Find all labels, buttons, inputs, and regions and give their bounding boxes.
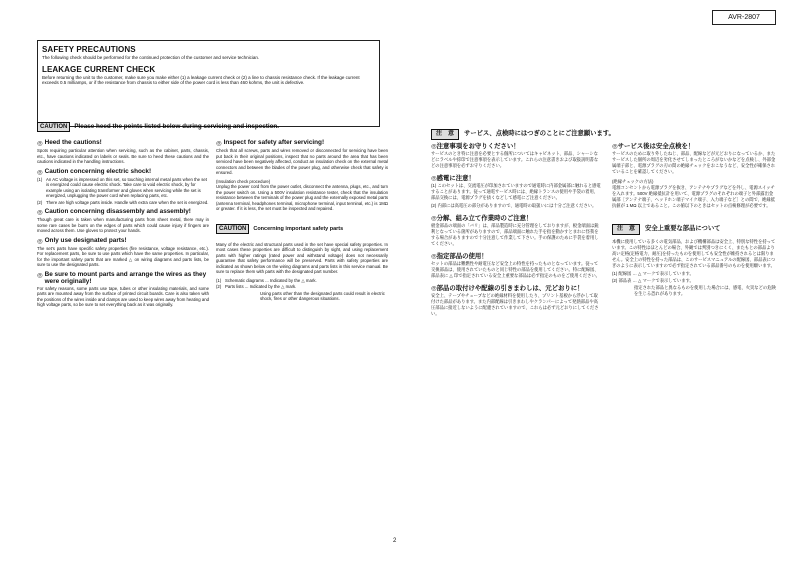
designated-text: The set's parts have specific safety properties (fire resistance, voltage resistance, etc.). For replacement parts, be sure to use parts which have the same properties. In particular, for the important safety parts that are marked △ on wiring diagrams and parts lists, be sure to use the designated parts. [37,245,209,267]
jp-e-text: 安全上、テープやチューブなどの絶縁材料を使用したり、プリント基板から浮かして取付けた部品があります。また内部配線は引きまわしやクランパーによって発熱部品や高圧部品に接近しないように配慮されていますので、これらは必ず元どおりにしてください。 [431,293,599,316]
designated-title: Only use designated parts! [44,236,127,244]
important-text: Many of the electric and structural parts used in the set have special safety properties. In most cases these properties are difficult to distinguish by sight, and using replacement parts with higher ratings (rated power and withstand voltage) does not necessarily guarantee that safety performance will be preserved. Parts with safety properties are indicated as shown below on the wiring diagrams and parts lists in this service manual. Be sure to replace them with parts with the designated part number. [216,241,388,274]
circle-bullet-icon: ◎ [37,140,43,147]
jp-f-title: ◎サービス後は安全点検を！ [612,143,695,150]
jp-caution-header: サービス、点検時にはつぎのことにご注意願います。 [464,130,615,137]
jp-important-header: 安全上重要な部品について [645,225,721,232]
circle-bullet-icon: ◎ [37,209,43,216]
circle-bullet-icon: ◎ [37,271,43,279]
circle-bullet-icon: ◎ [37,237,43,245]
jp-b-1: (1) このセットは、交流電圧が印加されていますので通電時に内部金属部に触れると感電することがあります。従って通電サービス時には、絶縁トランスの使用や手袋の着用、部品交換には、電源プラグを抜くなどして感電にご注意ください。 [431,183,601,200]
disasm-title: Caution concerning disassembly and assembly! [44,208,191,215]
caution-bar [37,122,279,132]
jp-d-text: セットの部品は難燃性や耐電圧など安全上の特性を持ったものとなっています。従って交換部品は、使用されていたものと同じ特性の部品を使用してください。特に配線図、部品表に △ 印で指定されている安全上重要な部品は必ず指定のものをご使用ください。 [431,261,600,278]
jp-a-title: ◎注意事項をお守りください！ [431,143,520,150]
shock-2: There are high voltage parts inside. Handle with extra care when the set is energized. [46,199,209,205]
item1: Schematic diagrams ... Indicated by the △ mark. [225,277,317,283]
shock-2-num: (2) [37,199,43,205]
item2-note: Using parts other than the designated parts could result in electric shock, fires or other dangerous situations. [260,290,385,301]
insulation-title: (Insulation check procedure) [216,178,271,184]
shock-1-num: (1) [37,176,43,182]
jp-f-text: サービスのために取り外したねじ、部品、配線などが元どおりになっているか、またサービスした個所の周辺を劣化させてしまったところがないかなどを点検し、外部金属端子部と、電源プラグの刃の間の絶縁チェックをおこなうなど、安全性が確保されていることを確認してください。 [612,151,776,174]
heed-title: Heed the cautions! [44,139,102,146]
item1-num: (1) [216,277,222,283]
item2-num: (2) [216,284,222,289]
jp-right-column [612,137,776,299]
safety-precautions-box [37,40,380,127]
caution2-tag: CAUTION [216,224,249,234]
leakage-text: Before returning the unit to the customer, make sure you make either (1) a leakage current check or (2) a line to chassis resistance check. If the leakage current exceeds 0.5 milliamps, or if the resistance from chassis to either side of the power cord is less than 460 kohms, the unit is defective. [42,74,360,86]
item2: Parts lists ... Indicated by the △ mark. [225,284,297,289]
jp-h-1: (1) 配線図 … △ マークで表示しています。 [612,271,694,276]
jp-c-text: 板金部品の端面の「バリ」は、部品製造時に充分管理をしておりますが、板金端面は鋭利となっている箇所がありますので、部品端面に触れた手を指を動かすとまれに怪我をする場合がありますので十分注意して作業して下さい。手の保護のために手袋を着用してください。 [431,223,599,246]
insulation-text: Unplug the power cord from the power outlet, disconnect the antenna, plugs, etc., and turn the power switch on. Using a 500V insulation resistance tester, check that the insulation resistance between the terminals of the power plug and the externally exposed metal parts (antenna terminal, headphones terminal, microphone terminal, input terminal, etc.) is 1MΩ or greater. If it is less, the set must be inspected and repaired. [216,184,388,211]
leakage-title: LEAKAGE CURRENT CHECK [42,64,156,74]
heed-text: Spots requiring particular attention when servicing, such as the cabinet, parts, chassis, etc., have cautions indicated on labels or seals. Be sure to heed these cautions and the cautions indicated in the handling instructions. [37,148,209,164]
mount-text: For safety reasons, some parts use tape, tubes or other insulating materials, and some parts are mounted away from the surface of printed circuit boards. Care is also taken with the positions of the wires inside and clamps are used to keep wires away from heating and high voltage parts, so be sure to set everything back as it was originally. [37,285,209,307]
jp-c-title: ◎分解、組み立て作業時のご注意！ [431,215,533,222]
jp-d-title: ◎指定部品の使用！ [431,253,488,260]
jp-h-text: 本機に使用している多くの電気部品、および機構部品は安全上、特別な特性を持っています。この特性はほとんどの場合、外観では判別つきにくく、またもとの部品より高い定格(定格電力、耐圧)を持ったものを使用しても安全性が維持されるとは限りません。安全上の特性を持った部品は、このサービスマニュアルの配線図、部品表につぎのように表示していますので必ず指定されている部品番号のものを使用願います。 [612,239,776,268]
jp-caution2-tag: 注 意 [612,224,640,235]
jp-e-title: ◎部品の取付けや配線の引きまわしは、元どおりに！ [431,285,584,292]
jp-b-2: (2) 内部には高電圧の部分がありますので、通電時の取扱いには十分ご注意ください。 [431,203,597,208]
jp-a-text: サービスのとき特に注意を必要とする個所についてはキャビネット、部品、シャーシなどにラベルや捺印で注意事項を表示しています。これらの注意書きおよび取扱説明書などの注意事項を必ずお守りください。 [431,151,599,168]
caution2-text: Concerning important safety parts [253,225,344,232]
jp-important-bar [612,217,776,235]
page-number: 2 [393,538,397,544]
shock-1: An AC voltage is impressed on this set, so touching internal metal parts when the set is energized could cause electric shock. Take care to void electric shock, by for example using an isolating transformer and gloves when servicing while the set is energized, unplugging the power cord when replacing parts, etc. [46,176,207,198]
circle-bullet-icon: ◎ [37,168,43,176]
caution2-bar [216,224,388,234]
jp-h-note: 指定された部品と異なるものを使用した場合には、感電、火災などの危険を生じる恐れがあります。 [634,285,776,296]
left-column [37,136,209,310]
jp-caution-tag: 注 意 [431,129,459,140]
mount-title: Be sure to mount parts and arrange the wires as they were originally! [44,270,207,285]
jp-h-2: (2) 部品表 … △ マークで表示しています。 [612,278,694,283]
jp-b-title: ◎感電に注意！ [431,175,475,182]
model-number: AVR-2807 [712,10,776,25]
jp-g-title: (絶縁チェックの方法) [612,179,654,184]
inspect-text: Check that all screws, parts and wires removed or disconnected for servicing have been put back in their original positions, inspect that no parts around the area that has been serviced have been negatively affected, conduct an insulation check on the external metal connectors and between the blades of the power plug, and otherwise check that safety is ensured. [216,148,388,175]
inspect-title: Inspect for safety after servicing! [223,139,325,146]
caution-bar-text: Please heed the points listed below during servicing and inspection. [74,123,280,130]
circle-bullet-icon: ◎ [216,140,222,147]
jp-g-text: 電源コンセントから電源プラグを抜き、アンテナやプラグなどを外し、電源スイッチを入れます。500V 絶縁抵抗計を用いて、電源プラグのそれぞれの端子と外部露出金属部［アンテナ端子、ヘッドホン端子マイク端子、入力端子など］との間で、絶縁抵抗値が 1 MΩ 以上であること。この値以下のときはセットの点検修理が必要です。 [612,185,775,208]
safety-intro: The following check should be performed for the continued protection of the customer and service technician. [42,55,260,60]
caution-tag: CAUTION [37,122,70,132]
disasm-text: Though great care is taken when manufacturing parts from sheet metal, there may in some rare cases be burrs on the edges of parts which could cause injury if fingers are moved across them. Use gloves to protect your hands. [37,217,209,233]
middle-column [216,136,388,303]
jp-left-column [431,137,601,319]
safety-precautions-title: SAFETY PRECAUTIONS [42,45,136,54]
shock-title: Caution concerning electric shock! [44,167,152,175]
